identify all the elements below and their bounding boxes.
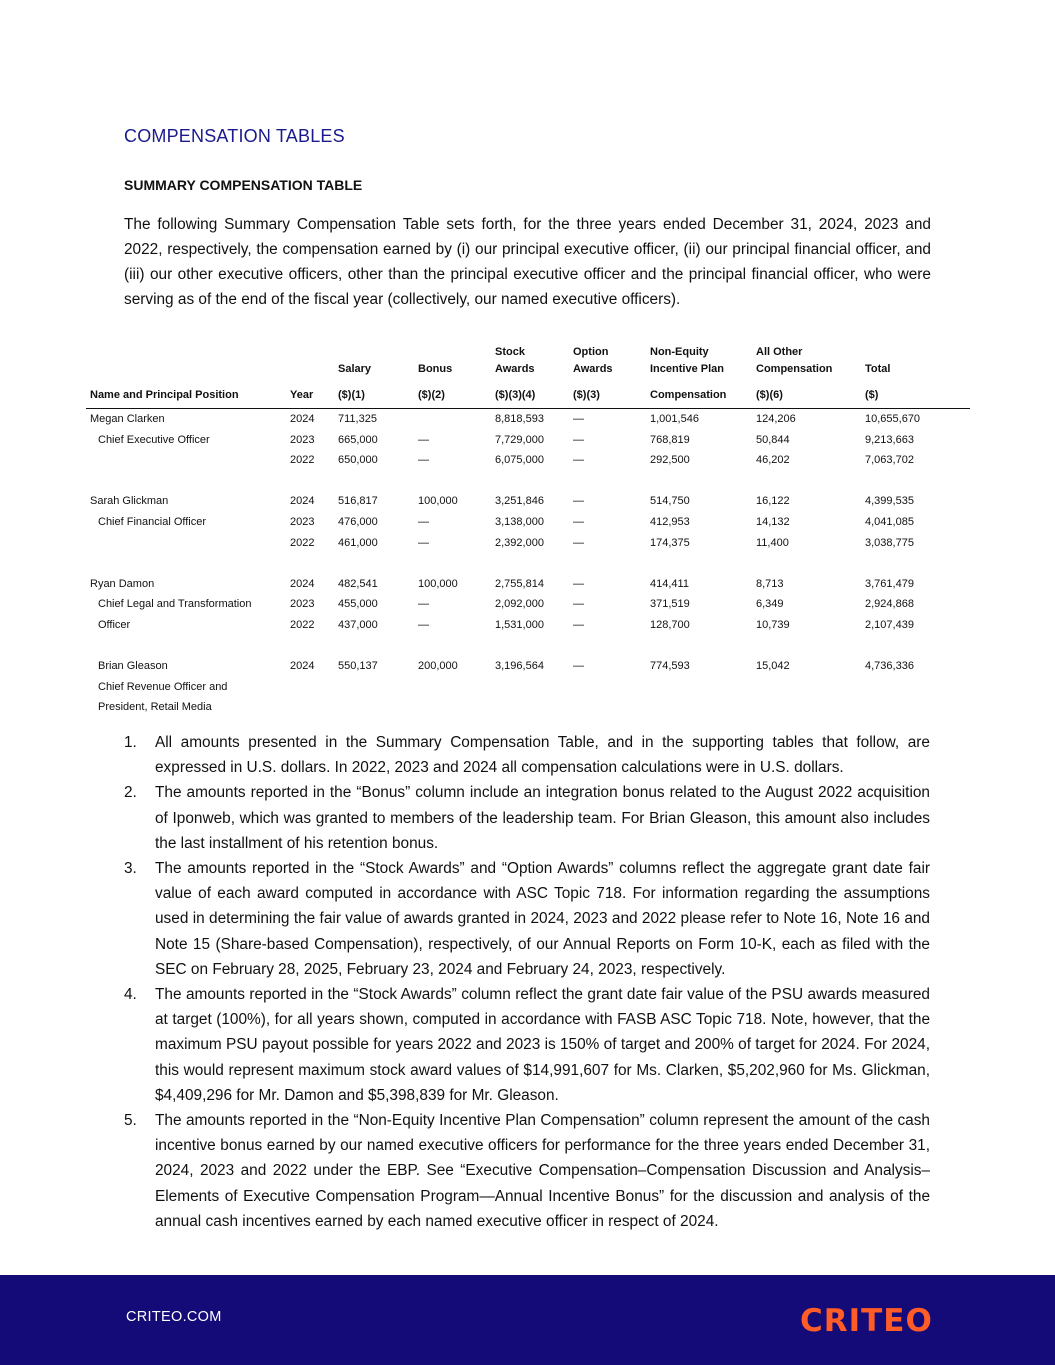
table-cell: —: [418, 454, 429, 467]
col-header-non-equity: Non-Equity Incentive Plan: [650, 346, 724, 375]
col-header-top: [286, 330, 334, 378]
footnote-item: [124, 730, 930, 780]
table-cell: [861, 697, 970, 718]
footer-website-link[interactable]: CRITEO.COM: [126, 1309, 222, 1325]
table-row: [86, 656, 970, 677]
table-cell: 6,349: [756, 598, 784, 611]
table-cell: 2023: [290, 433, 315, 446]
table-cell: 9,213,663: [865, 433, 914, 446]
spacer-cell: [86, 636, 970, 657]
col-header-note: ($): [861, 378, 970, 409]
table-row: [86, 533, 970, 554]
name-position-cell: Chief Legal and Transformation: [98, 598, 252, 611]
table-cell: [646, 697, 752, 718]
table-cell: 3,138,000: [495, 515, 544, 528]
table-cell: 128,700: [650, 618, 690, 631]
table-cell: 650,000: [338, 454, 378, 467]
name-position-cell: [86, 533, 286, 554]
table-cell: —: [418, 618, 429, 631]
table-cell: 3,038,775: [865, 536, 914, 549]
footnote-text: The amounts reported in the “Stock Awards” column reflect the grant date fair value of the PSU awards measured at target (100%), for all years shown, computed in accordance with FASB ASC Topic 718. Note, however, that the maximum PSU payout possible for years 2022 and 2023 is 150% of target and 200% of target for 2024. For 2024, this would represent maximum stock award values of $14,991,607 for Ms. Clarken, $5,202,960 for Ms. Glickman, $4,409,296 for Mr. Damon and $5,398,839 for Mr. Gleason.: [155, 986, 930, 1104]
footnote-number: 4.: [124, 986, 137, 1004]
footnote-item: [124, 780, 930, 856]
table-cell: 2024: [290, 577, 315, 590]
table-cell: 2022: [290, 618, 315, 631]
table-cell: 8,713: [756, 577, 784, 590]
table-spacer-row: [86, 553, 970, 574]
table-cell: —: [418, 433, 429, 446]
table-row: [86, 491, 970, 512]
table-cell: [752, 677, 861, 698]
footnote-text: The amounts reported in the “Bonus” column include an integration bonus related to the August 2022 acquisition of Iponweb, which was granted to members of the leadership team. For Brian Gleason, this amount also includes the last installment of his retention bonus.: [155, 784, 930, 852]
table-row: [86, 697, 970, 718]
table-cell: —: [418, 598, 429, 611]
intro-paragraph: The following Summary Compensation Table sets forth, for the three years ended December 31, 2024, 2023 and 2022, respectively, the compensation earned by (i) our principal executive officer, (ii) our principal financial officer, and (iii) our other executive officers, other than the principal executive officer and the principal financial officer, who were serving as of the end of the fiscal year (collectively, our named executive officers).: [124, 216, 931, 308]
footnote-number: 5.: [124, 1112, 137, 1130]
spacer-cell: [86, 553, 970, 574]
page-footer: [0, 1275, 1055, 1365]
table-cell: 174,375: [650, 536, 690, 549]
table-cell: —: [573, 515, 584, 528]
col-header-option-awards: Option Awards: [573, 346, 613, 375]
table-cell: 3,196,564: [495, 660, 544, 673]
table-cell: 2022: [290, 454, 315, 467]
col-header-top: [86, 330, 286, 378]
table-cell: 7,063,702: [865, 454, 914, 467]
table-cell: 455,000: [338, 598, 378, 611]
table-cell: 50,844: [756, 433, 790, 446]
table-row: [86, 574, 970, 595]
table-cell: 437,000: [338, 618, 378, 631]
col-header-total: Total: [865, 363, 891, 375]
table-cell: 8,818,593: [495, 413, 544, 425]
footnote-text: The amounts reported in the “Non-Equity Incentive Plan Compensation” column represent the amount of the cash incentive bonus earned by our named executive officers for performance for the three years ended December 31, 2024, 2023 and 2022 under the EBP. See “Executive Compensation–Compensation Discussion and Analysis–Elements of Executive Compensation Program—Annual Incentive Bonus” for the discussion and analysis of the annual cash incentives earned by each named executive officer in respect of 2024.: [155, 1112, 930, 1230]
criteo-logo: CRITEO: [800, 1303, 933, 1339]
name-position-cell: Megan Clarken: [90, 413, 165, 425]
col-header-note: ($)(1): [334, 378, 414, 409]
table-cell: [414, 409, 491, 430]
table-cell: —: [573, 536, 584, 549]
table-cell: [334, 677, 414, 698]
footnote-number: 1.: [124, 734, 137, 751]
table-cell: 4,736,336: [865, 660, 914, 673]
footnote-text: The amounts reported in the “Stock Awards” and “Option Awards” columns reflect the aggregate grant date fair value of each award computed in accordance with ASC Topic 718. For information regarding the assumptions used in determining the fair value of awards granted in 2024, 2023 and 2022 please refer to Note 16, Note 16 and Note 15 (Share-based Compensation), respectively, of our Annual Reports on Form 10-K, each as filed with the SEC on February 28, 2025, February 23, 2024 and February 24, 2023, respectively.: [155, 860, 930, 978]
table-cell: 6,075,000: [495, 454, 544, 467]
section-title: COMPENSATION TABLES: [124, 126, 345, 146]
table-cell: 2022: [290, 536, 315, 549]
table-cell: 2,092,000: [495, 598, 544, 611]
name-position-cell: Chief Executive Officer: [98, 433, 210, 446]
table-cell: 774,593: [650, 660, 690, 673]
table-row: [86, 615, 970, 636]
table-title: SUMMARY COMPENSATION TABLE: [124, 177, 363, 193]
name-position-cell: Officer: [98, 618, 131, 631]
table-row: [86, 677, 970, 698]
table-cell: 1,001,546: [650, 413, 699, 425]
table-cell: [414, 677, 491, 698]
table-cell: —: [573, 454, 584, 467]
table-spacer-row: [86, 636, 970, 657]
table-cell: —: [418, 515, 429, 528]
footnote-number: 3.: [124, 860, 137, 878]
table-cell: 412,953: [650, 515, 690, 528]
table-cell: [414, 697, 491, 718]
col-header-note: Compensation: [646, 378, 752, 409]
table-cell: 2024: [290, 413, 315, 425]
table-spacer-row: [86, 471, 970, 492]
table-cell: [861, 677, 970, 698]
table-cell: 461,000: [338, 536, 378, 549]
footnote-item: [124, 856, 930, 982]
table-cell: 2024: [290, 495, 315, 508]
col-header-stock-awards: Stock Awards: [495, 346, 535, 375]
col-header-note: ($)(2): [414, 378, 491, 409]
col-header-note: ($)(3)(4): [491, 378, 569, 409]
table-cell: 2,924,868: [865, 598, 914, 611]
table-cell: 2,107,439: [865, 618, 914, 631]
name-position-cell: [86, 450, 286, 471]
table-cell: 768,819: [650, 433, 690, 446]
table-cell: 100,000: [418, 495, 458, 508]
table-cell: —: [418, 536, 429, 549]
table-cell: 482,541: [338, 577, 378, 590]
table-cell: 46,202: [756, 454, 790, 467]
col-header-name: Name and Principal Position: [86, 378, 286, 409]
table-cell: —: [573, 495, 584, 508]
col-header-note: ($)(3): [569, 378, 646, 409]
table-header-row-bottom: [86, 378, 970, 409]
name-position-cell: Chief Financial Officer: [98, 515, 207, 528]
table-cell: 2024: [290, 660, 315, 673]
table-row: [86, 512, 970, 533]
table-cell: 2,755,814: [495, 577, 544, 590]
col-header-all-other: All Other Compensation: [756, 346, 833, 375]
table-cell: 371,519: [650, 598, 690, 611]
table-cell: 200,000: [418, 660, 458, 673]
table-cell: 711,325: [338, 413, 377, 425]
footnote-item: [124, 1108, 930, 1234]
name-position-cell: Brian Gleason: [98, 660, 168, 673]
footnote-item: [124, 982, 930, 1108]
name-position-cell: President, Retail Media: [98, 701, 212, 714]
table-cell: 100,000: [418, 577, 458, 590]
table-cell: [752, 697, 861, 718]
table-cell: 124,206: [756, 413, 796, 425]
table-cell: [569, 677, 646, 698]
table-cell: 4,041,085: [865, 515, 914, 528]
table-cell: —: [573, 660, 584, 673]
table-cell: 2023: [290, 515, 315, 528]
table-cell: —: [573, 433, 584, 446]
table-row: [86, 430, 970, 451]
table-cell: 514,750: [650, 495, 690, 508]
col-header-note: ($)(6): [752, 378, 861, 409]
footnote-text: All amounts presented in the Summary Compensation Table, and in the supporting tables that follow, are expressed in U.S. dollars. In 2022, 2023 and 2024 all compensation calculations were in U.S. dollars.: [155, 734, 930, 777]
spacer-cell: [86, 471, 970, 492]
table-cell: 3,251,846: [495, 495, 544, 508]
table-cell: —: [573, 618, 584, 631]
table-cell: 4,399,535: [865, 495, 914, 508]
table-cell: [286, 697, 334, 718]
table-cell: 550,137: [338, 660, 378, 673]
table-cell: 7,729,000: [495, 433, 544, 446]
summary-compensation-table: [86, 330, 970, 718]
col-header-salary: Salary: [338, 363, 372, 375]
table-row: [86, 450, 970, 471]
name-position-cell: Sarah Glickman: [90, 495, 169, 508]
table-cell: [491, 677, 569, 698]
table-cell: [569, 697, 646, 718]
table-cell: 476,000: [338, 515, 378, 528]
table-row: [86, 594, 970, 615]
table-cell: 3,761,479: [865, 577, 914, 590]
table-cell: [334, 697, 414, 718]
table-cell: 414,411: [650, 577, 689, 590]
table-cell: 11,400: [756, 536, 789, 549]
table-cell: 1,531,000: [495, 618, 544, 631]
name-position-cell: Chief Revenue Officer and: [98, 680, 228, 693]
table-cell: 14,132: [756, 515, 790, 528]
table-cell: 292,500: [650, 454, 690, 467]
table-cell: 516,817: [338, 495, 378, 508]
table-cell: —: [573, 598, 584, 611]
table-cell: —: [573, 577, 584, 590]
table-header-row-top: [86, 330, 970, 378]
table-cell: 2,392,000: [495, 536, 544, 549]
col-header-year: Year: [286, 378, 334, 409]
table-cell: [286, 677, 334, 698]
table-cell: 10,655,670: [865, 413, 921, 425]
table-row: [86, 409, 970, 430]
table-cell: 2023: [290, 598, 315, 611]
table-cell: 665,000: [338, 433, 378, 446]
table-cell: 16,122: [756, 495, 790, 508]
col-header-bonus: Bonus: [418, 363, 453, 375]
table-cell: [491, 697, 569, 718]
footnote-number: 2.: [124, 784, 137, 802]
footnotes: [124, 730, 930, 1234]
table-cell: [646, 677, 752, 698]
table-cell: 10,739: [756, 618, 790, 631]
table-cell: 15,042: [756, 660, 790, 673]
table-cell: —: [573, 413, 584, 425]
name-position-cell: Ryan Damon: [90, 577, 155, 590]
